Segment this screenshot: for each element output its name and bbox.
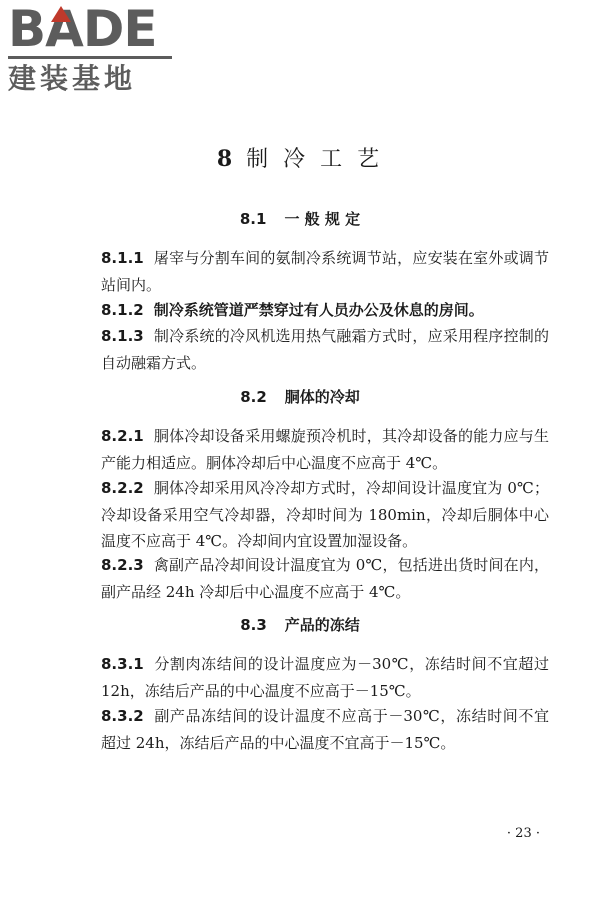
clause	[101, 703, 549, 756]
page-number: · 23 ·	[506, 826, 540, 841]
logo-subtitle: 建装基地	[8, 62, 137, 95]
clause	[101, 475, 549, 555]
bade-logo	[8, 0, 178, 95]
logo-wordmark: BADE	[8, 0, 157, 58]
clause-text: 屠宰与分割车间的氨制冷系统调节站，应安装在室外或调节站间内。	[101, 249, 549, 294]
clause-number: 8.2.2	[101, 479, 144, 497]
section-title: 产品的冻结	[284, 616, 360, 634]
clause-text: 胴体冷却采用风冷冷却方式时，冷却间设计温度宜为 0℃；冷却设备采用空气冷却器，冷却时间为 180min，冷却后胴体中心温度不应高于 4℃。冷却间内宜设置加湿设备。	[101, 479, 549, 550]
clause	[101, 245, 549, 298]
section-title: 一 般 规 定	[284, 210, 361, 228]
clause-text: 胴体冷却设备采用螺旋预冷机时，其冷却设备的能力应与生产能力相适应。胴体冷却后中心温度不应高于 4℃。	[101, 427, 549, 472]
clause	[101, 423, 549, 476]
clause	[101, 297, 549, 324]
chapter-heading	[0, 142, 600, 173]
clause-text: 制冷系统管道严禁穿过有人员办公及休息的房间。	[153, 301, 484, 319]
clause-number: 8.2.1	[101, 427, 144, 445]
clause-text: 副产品冻结间的设计温度不应高于－30℃，冻结时间不宜超过 24h，冻结后产品的中心温度不宜高于－15℃。	[101, 707, 549, 752]
clause-text: 分割肉冻结间的设计温度应为－30℃，冻结时间不宜超过 12h，冻结后产品的中心温度不应高于－15℃。	[101, 655, 549, 700]
section-number: 8.2	[240, 388, 267, 406]
clause-text: 禽副产品冷却间设计温度宜为 0℃，包括进出货时间在内，副产品经 24h 冷却后中心温度不应高于 4℃。	[101, 556, 549, 601]
chapter-number: 8	[216, 146, 233, 172]
clause-number: 8.1.2	[101, 301, 144, 319]
section-number: 8.1	[239, 210, 267, 228]
section-heading	[0, 386, 600, 407]
clause	[101, 552, 549, 605]
clause-number: 8.3.1	[101, 655, 144, 673]
section-heading	[0, 208, 600, 229]
section-heading	[0, 614, 600, 635]
clause	[101, 651, 549, 704]
clause-number: 8.2.3	[101, 556, 144, 574]
clause-number: 8.1.3	[101, 327, 144, 345]
clause-text: 制冷系统的冷风机选用热气融霜方式时，应采用程序控制的自动融霜方式。	[101, 327, 549, 372]
clause-number: 8.1.1	[101, 249, 144, 267]
section-title: 胴体的冷却	[284, 388, 360, 406]
chapter-title: 制 冷 工 艺	[246, 147, 384, 172]
clause	[101, 323, 549, 376]
section-number: 8.3	[240, 616, 267, 634]
clause-number: 8.3.2	[101, 707, 144, 725]
